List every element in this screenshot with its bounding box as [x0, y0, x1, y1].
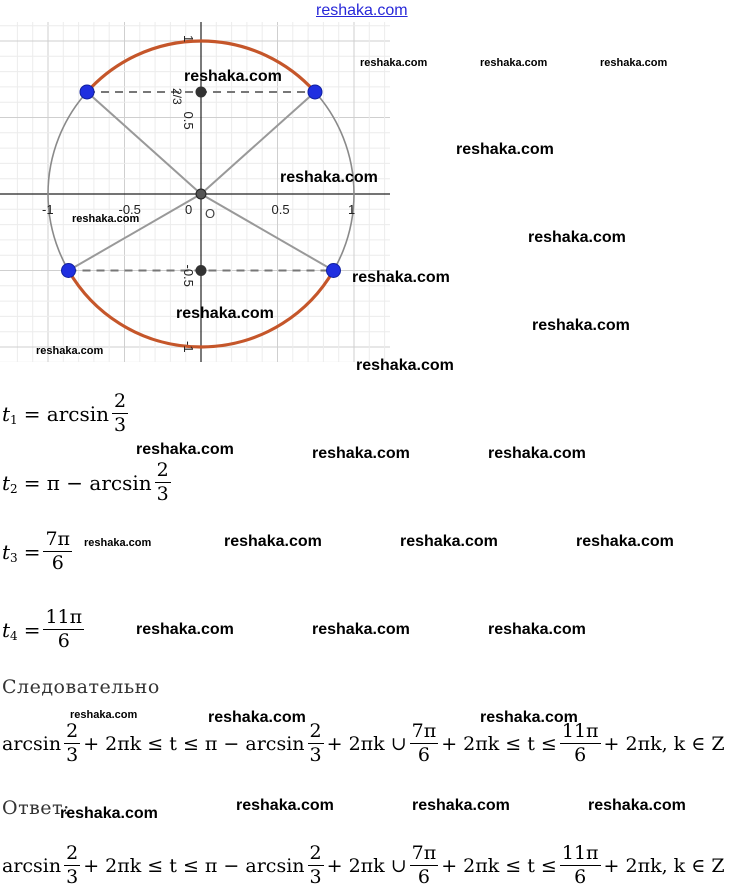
subscript: 3: [10, 550, 18, 565]
answer-inequality: [2, 844, 725, 887]
solution-point: [326, 264, 340, 278]
origin-label: O: [205, 206, 216, 221]
watermark: reshaka.com: [352, 269, 450, 286]
x-tick-label: -1: [42, 202, 54, 217]
answer-part: + 2πk ≤ t ≤ π − arcsin: [83, 854, 305, 877]
subscript: 4: [10, 628, 18, 643]
t-symbol: t: [2, 539, 11, 564]
watermark: reshaka.com: [70, 709, 138, 721]
fraction: $\frac{2}{3}$: [156, 459, 169, 505]
fraction: $\frac{7\pi}{6}$: [411, 842, 437, 888]
x-tick-label: -0.5: [118, 202, 141, 217]
solution-part: + 2πk ≤ t ≤: [441, 732, 557, 755]
watermark: reshaka.com: [136, 441, 234, 458]
x-tick-label: 0.5: [271, 202, 290, 217]
origin-point: [196, 189, 206, 199]
watermark: reshaka.com: [356, 357, 454, 374]
y-tick-label: 1: [181, 35, 196, 43]
watermark: reshaka.com: [588, 797, 686, 814]
watermark: reshaka.com: [600, 57, 668, 69]
subscript: 1: [10, 412, 18, 427]
watermark: reshaka.com: [480, 57, 548, 69]
watermark: reshaka.com: [224, 533, 322, 550]
y-tick-label: -1: [181, 341, 196, 353]
watermark: reshaka.com: [312, 621, 410, 638]
solution-part: + 2πk ≤ t ≤ π − arcsin: [83, 732, 305, 755]
x-tick-label: 1: [348, 202, 356, 217]
t-symbol: t: [2, 470, 11, 495]
fraction: $\frac{7\pi}{6}$: [411, 720, 437, 766]
watermark: reshaka.com: [312, 445, 410, 462]
fraction: $\frac{7\pi}{6}$: [45, 528, 71, 574]
watermark: reshaka.com: [532, 317, 630, 334]
answer-part: + 2πk, k ∈ Z: [603, 854, 725, 877]
watermark: reshaka.com: [236, 797, 334, 814]
equation-rhs: = arcsin: [23, 401, 110, 426]
fraction: $\frac{11\pi}{6}$: [561, 720, 599, 766]
watermark: reshaka.com: [84, 537, 152, 549]
axis-point: [196, 265, 207, 276]
t-symbol: t: [2, 401, 11, 426]
watermark: reshaka.com: [176, 305, 274, 322]
answer-part: arcsin: [2, 854, 62, 877]
solution-inequality: [2, 722, 725, 765]
y-tick-label: 0.5: [181, 111, 196, 130]
x-tick-label: 0: [185, 202, 193, 217]
answer-part: + 2πk ≤ t ≤: [441, 854, 557, 877]
watermark: reshaka.com: [136, 621, 234, 638]
equals-sign: =: [23, 617, 41, 642]
fraction: $\frac{11\pi}{6}$: [561, 842, 599, 888]
y-point-label: 2/3: [170, 87, 184, 105]
fraction: $\frac{2}{3}$: [66, 720, 79, 766]
solution-part: + 2πk ∪: [326, 732, 407, 755]
answer-part: + 2πk ∪: [326, 854, 407, 877]
equation-t3: [2, 530, 75, 573]
watermark: reshaka.com: [488, 621, 586, 638]
equals-sign: =: [23, 539, 41, 564]
solution-point: [308, 85, 322, 99]
watermark: reshaka.com: [480, 709, 578, 726]
watermark: reshaka.com: [456, 141, 554, 158]
watermark: reshaka.com: [60, 805, 158, 822]
fraction: $\frac{11\pi}{6}$: [45, 606, 83, 652]
solution-part: + 2πk, k ∈ Z: [603, 732, 725, 755]
watermark: reshaka.com: [488, 445, 586, 462]
equation-t1: [2, 392, 131, 435]
watermark: reshaka.com: [184, 68, 282, 85]
watermark: reshaka.com: [400, 533, 498, 550]
solution-part: arcsin: [2, 732, 62, 755]
watermark: reshaka.com: [360, 57, 428, 69]
watermark: reshaka.com: [576, 533, 674, 550]
watermark: reshaka.com: [208, 709, 306, 726]
watermark: reshaka.com: [412, 797, 510, 814]
subscript: 2: [10, 481, 18, 496]
axis-point: [196, 86, 207, 97]
equation-t2: [2, 461, 174, 504]
fraction: $\frac{2}{3}$: [114, 390, 127, 436]
watermark: reshaka.com: [280, 169, 378, 186]
watermark: reshaka.com: [72, 213, 140, 225]
fraction: $\frac{2}{3}$: [309, 720, 322, 766]
y-tick-label: -0.5: [181, 264, 196, 287]
watermark: reshaka.com: [528, 229, 626, 246]
fraction: $\frac{2}{3}$: [309, 842, 322, 888]
answer-label: Ответ:: [2, 797, 70, 819]
solution-point: [62, 264, 76, 278]
site-link[interactable]: reshaka.com: [316, 2, 408, 19]
solution-point: [80, 85, 94, 99]
equation-rhs: = π − arcsin: [23, 470, 152, 495]
radius-line: [201, 194, 333, 271]
t-symbol: t: [2, 617, 11, 642]
fraction: $\frac{2}{3}$: [66, 842, 79, 888]
watermark: reshaka.com: [36, 345, 104, 357]
equation-t4: [2, 608, 87, 651]
consequently-text: Следовательно: [2, 676, 160, 698]
